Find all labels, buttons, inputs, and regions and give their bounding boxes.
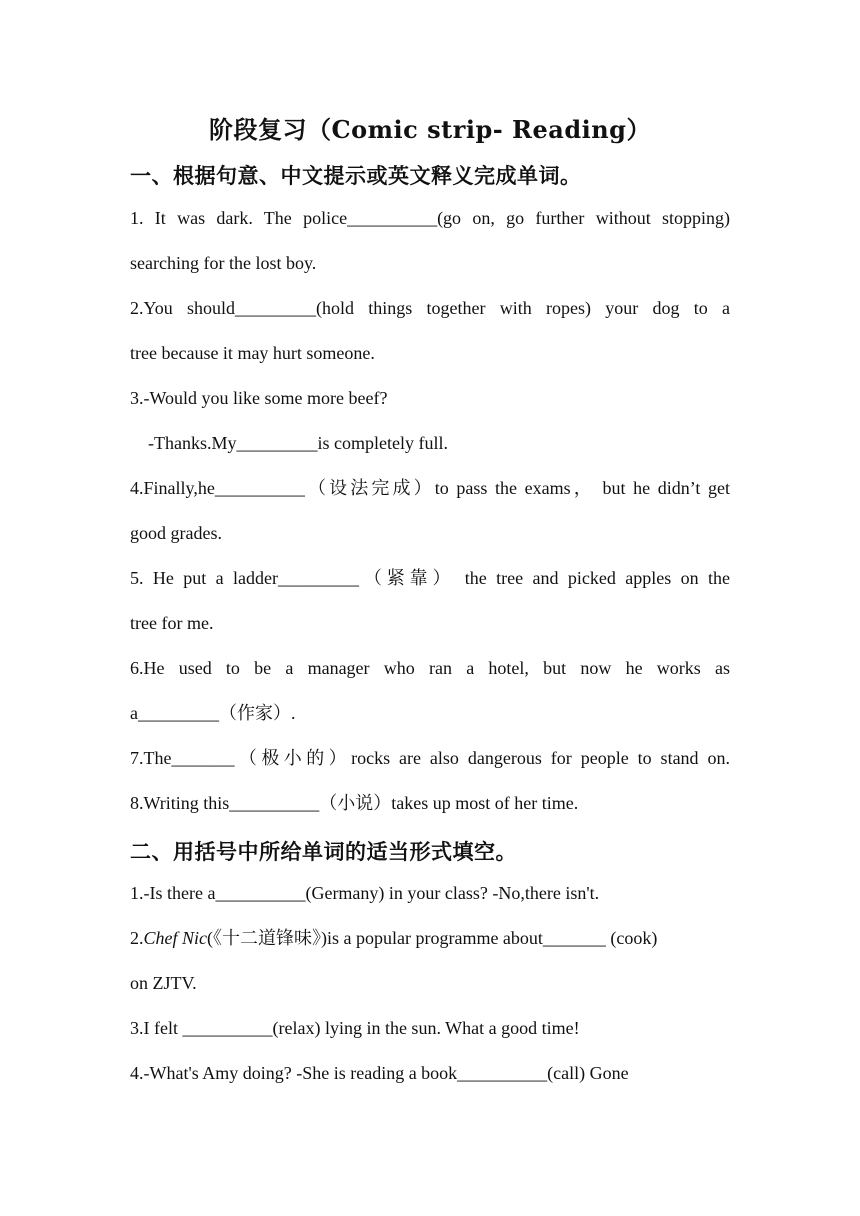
s1-q5-line2: tree for me. — [130, 613, 214, 633]
s1-q1-line1: 1. It was dark. The police__________(go on, go further without stopping) — [130, 208, 730, 228]
s1-q4-line1: 4.Finally,he__________（设法完成）to pass the exams， but he didn’t get — [130, 478, 730, 498]
s1-q2-line1: 2.You should_________(hold things together with ropes) your dog to a — [130, 298, 730, 318]
s1-q8-line1: 8.Writing this__________（小说）takes up most of her time. — [130, 793, 579, 813]
s1-q6-line2: a_________（作家）. — [130, 703, 296, 723]
s2-q2-line1 — [130, 926, 738, 950]
s2-q2-text: (《十二道锋味》)is a popular programme about_______ (cook) — [207, 928, 658, 948]
section-2-heading: 二、用括号中所给单词的适当形式填空。 — [130, 840, 517, 864]
s1-q2-line2: tree because it may hurt someone. — [130, 343, 375, 363]
page-title: 阶段复习（Comic strip- Reading） — [209, 115, 651, 144]
s2-q3-line1: 3.I felt __________(relax) lying in the sun. What a good time! — [130, 1018, 580, 1038]
s2-q4-line1: 4.-What's Amy doing? -She is reading a book__________(call) Gone — [130, 1063, 629, 1083]
s1-q5-line1: 5. He put a ladder_________（紧靠） the tree and picked apples on the — [130, 568, 730, 588]
s2-q1-line1: 1.-Is there a__________(Germany) in your class? -No,there isn't. — [130, 883, 600, 903]
s1-q4-line2: good grades. — [130, 523, 222, 543]
s1-q3-line1: 3.-Would you like some more beef? — [130, 388, 388, 408]
s1-q3-line2: -Thanks.My_________is completely full. — [148, 433, 448, 453]
s2-q2-number: 2. — [130, 928, 144, 948]
s1-q1-line2: searching for the lost boy. — [130, 253, 317, 273]
section-1-heading: 一、根据句意、中文提示或英文释义完成单词。 — [130, 164, 582, 188]
s1-q6-line1: 6.He used to be a manager who ran a hotel, but now he works as — [130, 658, 730, 678]
s2-q2-programme-title: Chef Nic — [143, 928, 207, 948]
s1-q7-line1: 7.The_______（极小的）rocks are also dangerous for people to stand on. — [130, 748, 730, 768]
s2-q2-line2: on ZJTV. — [130, 973, 197, 993]
